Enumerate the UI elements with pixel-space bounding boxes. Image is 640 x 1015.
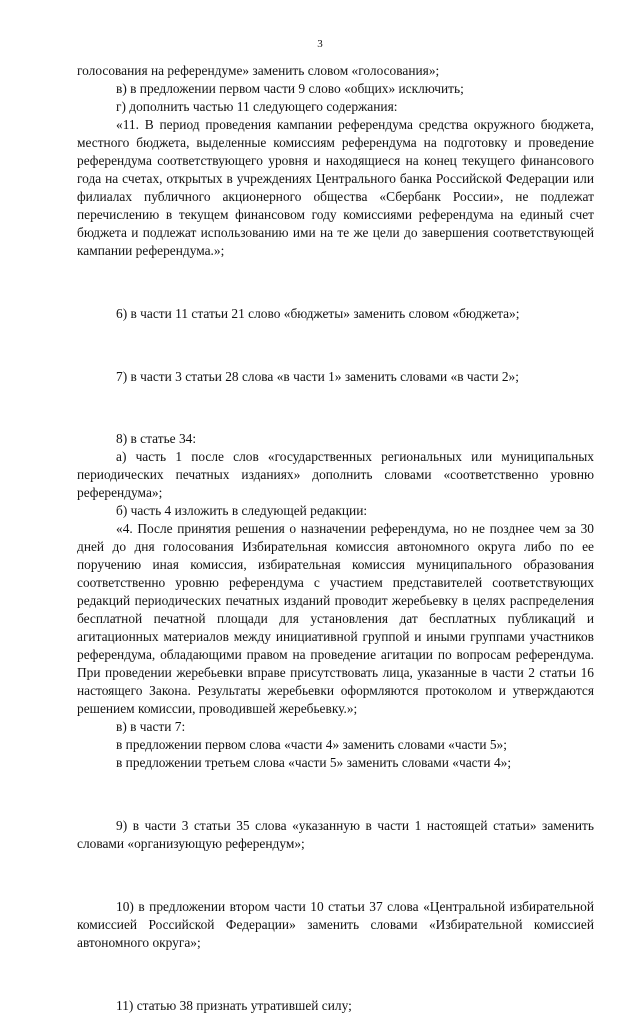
paragraph-spacer (77, 786, 594, 804)
paragraph: 7) в части 3 статьи 28 слова «в части 1» заменить словами «в части 2»; (116, 368, 519, 384)
paragraph: 9) в части 3 статьи 35 слова «указанную в части 1 настоящей статьи» заменить словами «организующую референдум»; (77, 818, 594, 852)
paragraph: в) в предложении первом части 9 слово «общих» исключить; (116, 81, 464, 96)
page-number: 3 (317, 38, 323, 50)
paragraph: а) часть 1 после слов «государственных региональных или муниципальных периодических печатных изданиях» дополнить словами «соответственно уровню референдума»; (77, 449, 594, 501)
paragraph: б) часть 4 изложить в следующей редакции: (116, 503, 368, 519)
paragraph: г) дополнить частью 11 следующего содержания: (116, 99, 398, 114)
paragraph: «4. После принятия решения о назначении референдума, но не позднее чем за 30 дней до дня голосования Избирательная комиссия автономного округа либо по ее поручению иная комиссия, избирательная комиссия муниципального образования соответственно уровню референдума с участием представителей соответствующих редакций периодических печатных изданий проводит жеребьевку в целях распределения бесплатной печатной площади для установления дат бесплатных публикаций и агитационных материалов между инициативной группой и иными группами участников референдума, обладающими правом на проведение агитации по вопросам референдума. При проведении жеребьевки вправе присутствовать лица, указанные в части 2 статьи 16 настоящего Закона. Результаты жеребьевки оформляются протоколом и утверждаются решением комиссии, проводившей жеребьевку.»; (77, 521, 594, 717)
paragraph: 6) в части 11 статьи 21 слово «бюджеты» заменить словом «бюджета»; (116, 305, 520, 321)
paragraph: «11. В период проведения кампании референдума средства окружного бюджета, местного бюджета, выделенные комиссиям референдума на подготовку и проведение референдума соответствующего уровня и находящиеся на конец текущего финансового года на счетах, открытых в учреждениях Центрального банка Российской Федерации или филиалах публичного акционерного общества «Сбербанк России», не подлежат перечислению в текущем финансовом году комиссиями референдума на единый счет бюджета и подлежат использованию ими на те же цели до завершения соответствующей кампании референдума.»; (77, 117, 594, 258)
document-body (77, 62, 594, 1015)
paragraph: в предложении первом слова «части 4» заменить словами «части 5»; (116, 737, 507, 753)
paragraph-spacer (77, 336, 594, 354)
paragraph-spacer (77, 273, 594, 291)
paragraph: в предложении третьем слова «части 5» заменить словами «части 4»; (116, 755, 512, 771)
paragraph-spacer (77, 867, 594, 885)
paragraph: 10) в предложении втором части 10 статьи 37 слова «Центральной избирательной комиссией Российской Федерации» заменить словами «Избирательной комиссией автономного округа»; (77, 898, 594, 950)
paragraph-spacer (77, 965, 594, 983)
paragraph-spacer (77, 399, 594, 417)
paragraph: 8) в статье 34: (116, 431, 197, 447)
paragraph: 11) статью 38 признать утратившей силу; (116, 997, 352, 1013)
paragraph: в) в части 7: (116, 719, 186, 735)
paragraph: голосования на референдуме» заменить словом «голосования»; (77, 63, 440, 78)
